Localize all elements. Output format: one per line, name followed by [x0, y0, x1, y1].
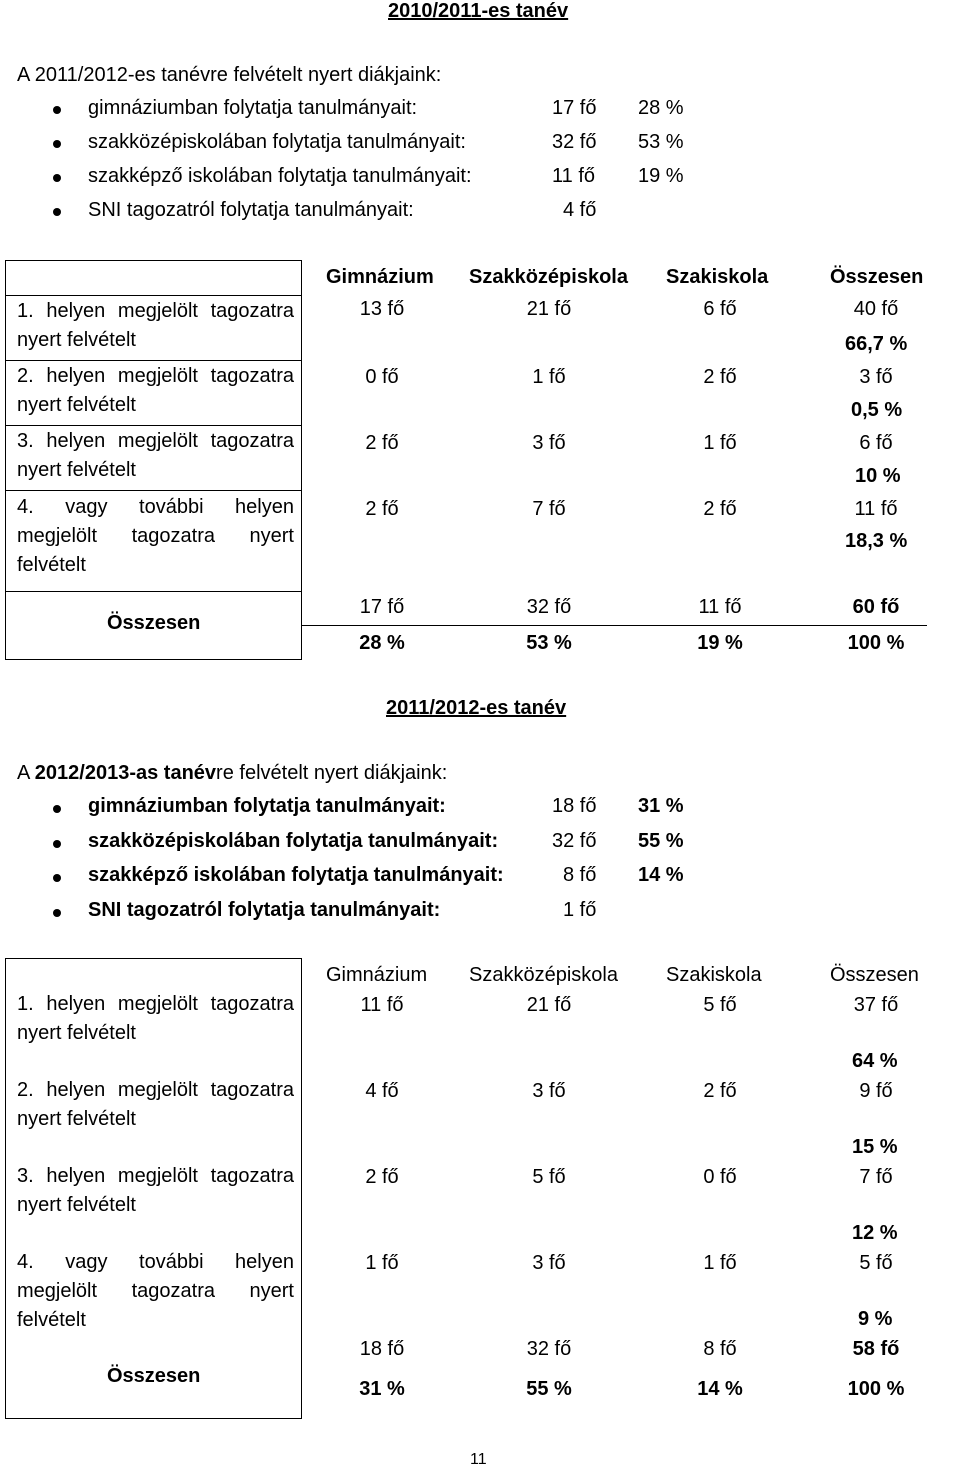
table-cell: 7 fő	[859, 1166, 893, 1188]
col-header: Szakiskola	[666, 964, 762, 986]
row-pct: 15 %	[852, 1136, 898, 1158]
row-pct: 64 %	[852, 1050, 898, 1072]
bullet-pct: 31 %	[638, 795, 684, 817]
row-divider	[5, 591, 302, 592]
total-count: 18 fő	[359, 1338, 405, 1360]
row-pct: 9 %	[858, 1308, 893, 1330]
row-label: 2. helyen megjelölt tagozatra nyert felvételt	[17, 1079, 294, 1130]
table-cell: 21 fő	[526, 298, 572, 320]
table-cell: 11 fő	[854, 498, 898, 520]
table-cell: 1 fő	[703, 1252, 737, 1274]
row-label: 3. helyen megjelölt tagozatra nyert felvételt	[17, 430, 294, 481]
col-header: Összesen	[830, 266, 924, 288]
section1-intro	[17, 64, 441, 87]
row-divider	[5, 360, 302, 361]
table-cell: 11 fő	[360, 994, 404, 1016]
total-pct: 19 %	[697, 632, 743, 654]
total-count: 17 fő	[359, 596, 405, 618]
table-cell: 5 fő	[532, 1166, 566, 1188]
bullet-count: 1 fő	[563, 899, 597, 921]
section1-intro-post: re felvételt nyert diákjaink:	[210, 64, 442, 86]
row-divider	[5, 295, 302, 296]
row-pct: 10 %	[855, 465, 901, 487]
bullet-dot-icon	[53, 909, 61, 917]
bullet-count: 17 fő	[552, 97, 597, 119]
row-pct: 12 %	[852, 1222, 898, 1244]
table-cell: 5 fő	[859, 1252, 893, 1274]
total-count: 32 fő	[526, 596, 572, 618]
bullet-label: szakképző iskolában folytatja tanulmányait:	[88, 864, 504, 886]
bullet-label: szakközépiskolában folytatja tanulmányait:	[88, 830, 499, 852]
page-number: 11	[470, 1451, 487, 1468]
bullet-label: gimnáziumban folytatja tanulmányait:	[88, 795, 446, 817]
table-cell: 2 fő	[365, 432, 399, 454]
total-pct: 14 %	[697, 1378, 743, 1400]
total-divider	[302, 625, 927, 626]
row-pct: 66,7 %	[845, 333, 908, 355]
section2-title: 2011/2012-es tanév	[386, 697, 567, 719]
bullet-pct: 14 %	[638, 864, 684, 886]
row-label: 4. vagy további helyen megjelölt tagozatra nyert felvételt	[17, 496, 294, 576]
table-cell: 3 fő	[532, 1080, 566, 1102]
bullet-dot-icon	[53, 208, 61, 216]
bullet-label: gimnáziumban folytatja tanulmányait:	[88, 97, 418, 119]
table-cell: 9 fő	[859, 1080, 893, 1102]
table-cell: 2 fő	[703, 366, 737, 388]
row-pct: 0,5 %	[851, 399, 903, 421]
table-cell: 2 fő	[703, 498, 737, 520]
bullet-pct: 28 %	[638, 97, 684, 119]
total-pct: 28 %	[359, 632, 405, 654]
bullet-count: 32 fő	[552, 131, 597, 153]
col-header: Gimnázium	[326, 266, 434, 288]
table-cell: 4 fő	[365, 1080, 399, 1102]
bullet-dot-icon	[53, 174, 61, 182]
section1-title: 2010/2011-es tanév	[388, 0, 569, 22]
col-header: Szakiskola	[666, 266, 769, 288]
row-label: 1. helyen megjelölt tagozatra nyert felvételt	[17, 300, 294, 351]
table-cell: 1 fő	[365, 1252, 399, 1274]
row-pct: 18,3 %	[845, 530, 908, 552]
total-count: 8 fő	[703, 1338, 737, 1360]
bullet-pct: 19 %	[638, 165, 684, 187]
total-label: Összesen	[107, 612, 201, 634]
bullet-pct: 53 %	[638, 131, 684, 153]
total-label: Összesen	[107, 1365, 201, 1387]
total-pct: 55 %	[526, 1378, 572, 1400]
table-cell: 6 fő	[703, 298, 737, 320]
bullet-count: 18 fő	[552, 795, 597, 817]
table-cell: 37 fő	[853, 994, 899, 1016]
bullet-count: 32 fő	[552, 830, 597, 852]
total-pct: 100 %	[847, 632, 905, 654]
table-cell: 0 fő	[703, 1166, 737, 1188]
table-cell: 5 fő	[703, 994, 737, 1016]
col-header: Szakközépiskola	[469, 266, 628, 288]
bullet-label: SNI tagozatról folytatja tanulmányait:	[88, 199, 414, 221]
bullet-pct: 55 %	[638, 830, 684, 852]
row-label: 2. helyen megjelölt tagozatra nyert felvételt	[17, 365, 294, 416]
bullet-label: szakközépiskolában folytatja tanulmányait:	[88, 131, 466, 153]
total-pct: 31 %	[359, 1378, 405, 1400]
table-cell: 6 fő	[859, 432, 893, 454]
col-header: Szakközépiskola	[469, 964, 618, 986]
total-count: 11 fő	[698, 596, 742, 618]
row-divider	[5, 490, 302, 491]
table-cell: 1 fő	[532, 366, 566, 388]
total-count: 60 fő	[852, 596, 900, 618]
table-cell: 7 fő	[532, 498, 566, 520]
total-pct: 100 %	[847, 1378, 905, 1400]
table-cell: 40 fő	[853, 298, 899, 320]
col-header: Gimnázium	[326, 964, 428, 986]
bullet-label: SNI tagozatról folytatja tanulmányait:	[88, 899, 441, 921]
section2-intro-pre: A	[17, 762, 35, 784]
table-cell: 0 fő	[365, 366, 399, 388]
table-cell: 21 fő	[526, 994, 572, 1016]
bullet-label: szakképző iskolában folytatja tanulmányait:	[88, 165, 472, 187]
section1-intro-pre: A	[17, 64, 35, 86]
bullet-dot-icon	[53, 840, 61, 848]
total-count: 32 fő	[526, 1338, 572, 1360]
total-count: 58 fő	[852, 1338, 900, 1360]
col-header: Összesen	[830, 964, 919, 986]
bullet-count: 11 fő	[552, 165, 595, 187]
bullet-dot-icon	[53, 140, 61, 148]
table-cell: 1 fő	[703, 432, 737, 454]
total-pct: 53 %	[526, 632, 572, 654]
bullet-dot-icon	[53, 874, 61, 882]
bullet-count: 4 fő	[563, 199, 597, 221]
table-cell: 13 fő	[359, 298, 405, 320]
table-cell: 3 fő	[532, 432, 566, 454]
bullet-count: 8 fő	[563, 864, 597, 886]
table-cell: 2 fő	[365, 1166, 399, 1188]
table-cell: 2 fő	[365, 498, 399, 520]
row-label: 3. helyen megjelölt tagozatra nyert felvételt	[17, 1165, 294, 1216]
row-divider	[5, 425, 302, 426]
bullet-dot-icon	[53, 106, 61, 114]
table-cell: 3 fő	[532, 1252, 566, 1274]
row-label: 4. vagy további helyen megjelölt tagozatra nyert felvételt	[17, 1251, 294, 1331]
table-cell: 3 fő	[859, 366, 893, 388]
bullet-dot-icon	[53, 805, 61, 813]
section1-intro-bold: 2011/2012-es tanév	[34, 64, 211, 86]
section2-intro-post: re felvételt nyert diákjaink:	[216, 762, 448, 784]
row-label: 1. helyen megjelölt tagozatra nyert felvételt	[17, 993, 294, 1044]
section2-intro	[17, 762, 447, 785]
table-cell: 2 fő	[703, 1080, 737, 1102]
section2-intro-bold: 2012/2013-as tanév	[34, 762, 217, 784]
